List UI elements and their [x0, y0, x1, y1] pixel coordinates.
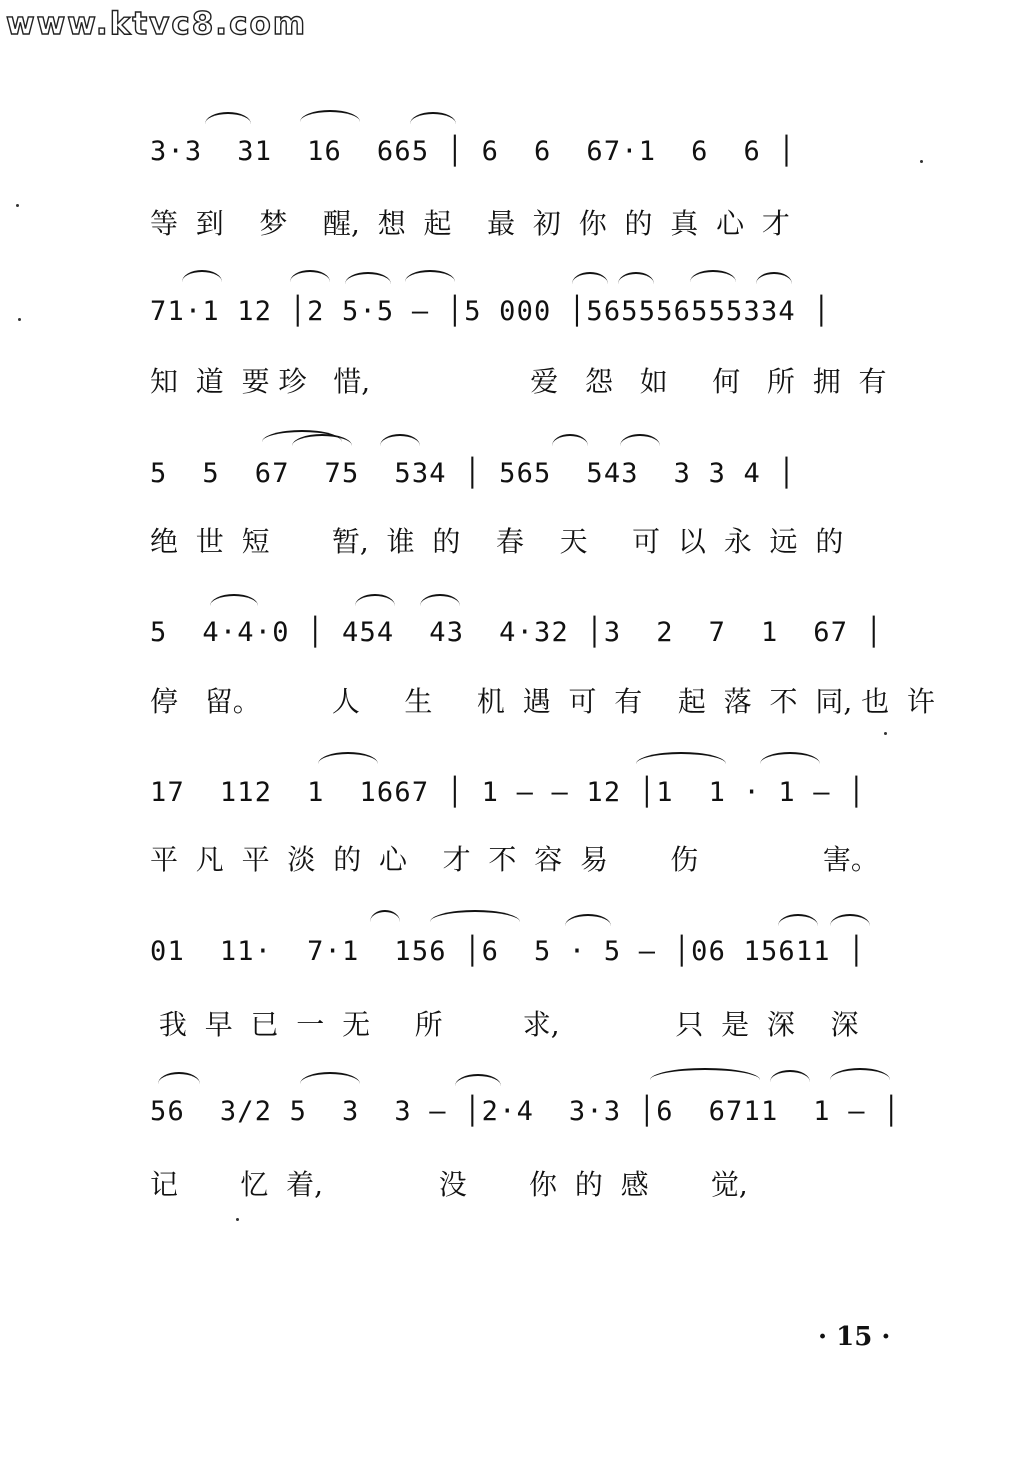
page-number: · 15 · [818, 1322, 891, 1352]
notation-line-6: 01 11· 7·1 156 │6 5 · 5 – │06 15611 │ [150, 936, 866, 967]
notation-line-5: 17 112 1 1667 │ 1 – – 12 │1 1 · 1 – │ [150, 777, 866, 808]
lyric-line-5: 平 凡 平 淡 的 心 才 不 容 易 伤 害。 [150, 843, 879, 876]
watermark: www.ktvc8.com [6, 6, 308, 42]
lyric-line-4: 停 留。 人 生 机 遇 可 有 起 落 不 同, 也 许 [150, 685, 935, 718]
notation-line-1: 3·3 31 16 665 │ 6 6 67·1 6 6 │ [150, 136, 796, 167]
notation-line-3: 5 5 67 75 534 │ 565 543 3 3 4 │ [150, 458, 796, 489]
lyric-line-2: 知 道 要 珍 惜, 爱 怨 如 何 所 拥 有 [150, 365, 887, 398]
notation-line-2: 71·1 12 │2 5·5 – │5 000 │565556555334 │ [150, 296, 831, 327]
lyric-line-6: 我 早 已 一 无 所 求, 只 是 深 深 [150, 1008, 859, 1041]
lyric-line-1: 等 到 梦 醒, 想 起 最 初 你 的 真 心 才 [150, 207, 790, 240]
notation-line-7: 56 3/2 5 3 3 – │2·4 3·3 │6 6711 1 – │ [150, 1096, 901, 1127]
lyric-line-7: 记 忆 着, 没 你 的 感 觉, [150, 1168, 748, 1201]
notation-line-4: 5 4·4·0 │ 454 43 4·32 │3 2 7 1 67 │ [150, 617, 884, 648]
lyric-line-3: 绝 世 短 暂, 谁 的 春 天 可 以 永 远 的 [150, 525, 844, 558]
